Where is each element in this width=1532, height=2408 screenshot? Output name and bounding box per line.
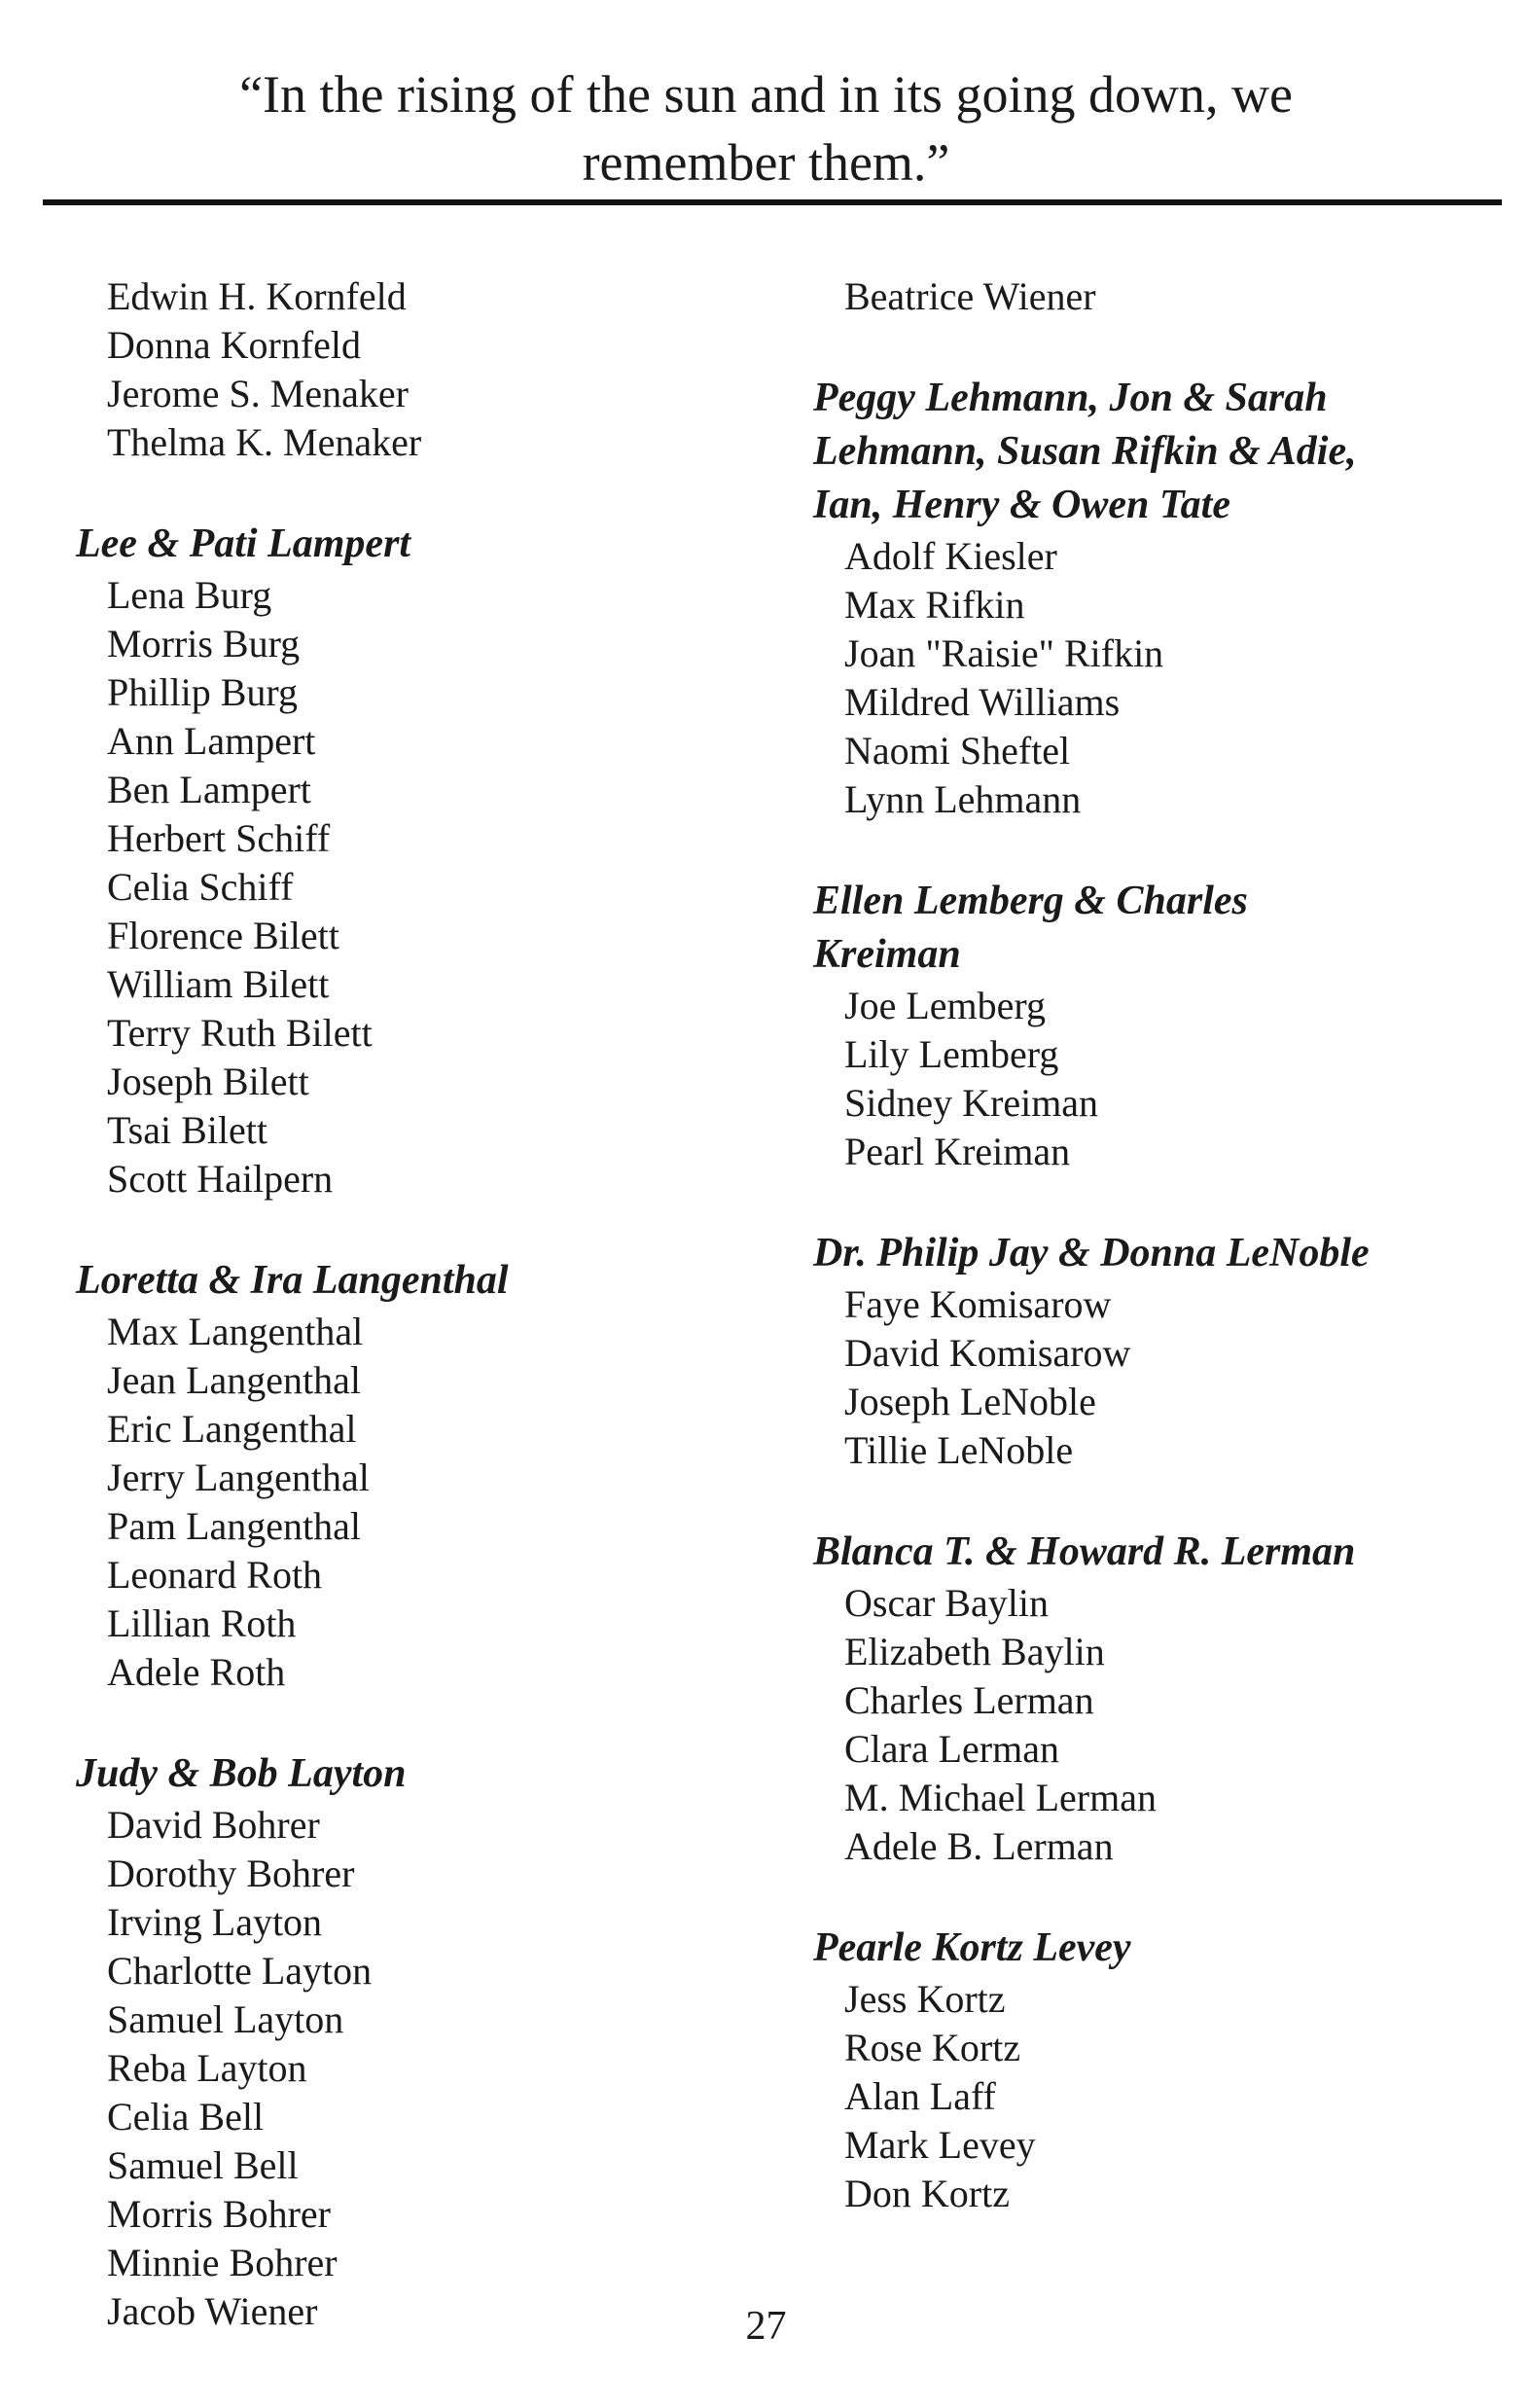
page-header-quote <box>0 60 1532 197</box>
honoree-group <box>813 1922 1514 2218</box>
memorial-name: Florence Bilett <box>107 914 339 957</box>
memorial-name: Jerome S. Menaker <box>107 372 409 415</box>
honoree-heading: Kreiman <box>813 932 961 977</box>
memorial-name: Minnie Bohrer <box>107 2241 338 2284</box>
honoree-heading: Lee & Pati Lampert <box>76 521 411 566</box>
memorial-name: Ben Lampert <box>107 768 311 811</box>
memorial-name: Ann Lampert <box>107 719 316 763</box>
memorial-name: Faye Komisarow <box>844 1282 1112 1326</box>
memorial-name: Herbert Schiff <box>107 816 331 860</box>
memorial-name: Joe Lemberg <box>844 984 1046 1027</box>
honoree-heading: Lehmann, Susan Rifkin & Adie, <box>813 429 1357 474</box>
memorial-name: Joseph LeNoble <box>844 1380 1096 1423</box>
memorial-name: Adele Roth <box>107 1650 286 1694</box>
memorial-name: Dorothy Bohrer <box>107 1851 355 1895</box>
memorial-name: Charlotte Layton <box>107 1949 373 1993</box>
memorial-name: David Komisarow <box>844 1331 1131 1375</box>
memorial-name: Adolf Kiesler <box>844 534 1057 578</box>
memorial-name: Mildred Williams <box>844 680 1121 724</box>
memorial-name: Phillip Burg <box>107 670 298 714</box>
honoree-group <box>813 875 1514 1176</box>
honoree-heading: Judy & Bob Layton <box>76 1751 407 1796</box>
page-number: 27 <box>745 2304 787 2349</box>
honoree-heading: Ian, Henry & Owen Tate <box>813 483 1230 527</box>
memorial-name: William Bilett <box>107 962 330 1006</box>
memorial-name: Pearl Kreiman <box>844 1130 1071 1173</box>
memorial-name: Leonard Roth <box>107 1553 323 1597</box>
memorial-name: Don Kortz <box>844 2172 1010 2215</box>
memorial-name: Jean Langenthal <box>107 1358 361 1402</box>
honoree-heading: Loretta & Ira Langenthal <box>76 1258 509 1303</box>
memorial-name: Celia Bell <box>107 2095 265 2138</box>
memorial-name: Elizabeth Baylin <box>844 1630 1105 1673</box>
memorial-name: Mark Levey <box>844 2123 1036 2167</box>
memorial-name: Max Langenthal <box>107 1310 364 1353</box>
memorial-name: Thelma K. Menaker <box>107 420 422 464</box>
continued-name-list <box>813 272 1514 321</box>
memorial-name: Morris Burg <box>107 622 301 665</box>
memorial-name: Charles Lerman <box>844 1678 1094 1722</box>
memorial-name: Sidney Kreiman <box>844 1081 1099 1125</box>
honoree-group <box>813 1227 1514 1475</box>
memorial-name: Joan "Raisie" Rifkin <box>844 631 1164 675</box>
honoree-group <box>813 1526 1514 1871</box>
honoree-heading: Blanca T. & Howard R. Lerman <box>813 1529 1356 1574</box>
header-quote-line-2: remember them.” <box>582 133 950 192</box>
memorial-name: Eric Langenthal <box>107 1407 357 1451</box>
right-column <box>813 272 1514 2269</box>
memorial-name: Adele B. Lerman <box>844 1824 1114 1868</box>
memorial-name: Rose Kortz <box>844 2026 1021 2069</box>
memorial-name: David Bohrer <box>107 1803 320 1847</box>
memorial-name: Oscar Baylin <box>844 1581 1049 1625</box>
honoree-group <box>76 518 757 1204</box>
memorial-name: Max Rifkin <box>844 583 1025 627</box>
memorial-name: Irving Layton <box>107 1900 323 1944</box>
continued-name-list <box>76 272 757 467</box>
memorial-name: Celia Schiff <box>107 865 294 909</box>
honoree-group <box>76 1747 757 2336</box>
honoree-heading: Ellen Lemberg & Charles <box>813 879 1248 923</box>
memorial-name: Jess Kortz <box>844 1977 1006 2021</box>
memorial-name: Lily Lemberg <box>844 1032 1059 1076</box>
memorial-name: Beatrice Wiener <box>844 274 1096 318</box>
header-quote-line-1: “In the rising of the sun and in its going down, we <box>239 65 1293 124</box>
memorial-name: Tsai Bilett <box>107 1108 267 1152</box>
memorial-name: Samuel Layton <box>107 1997 344 2041</box>
honoree-group <box>76 1254 757 1697</box>
memorial-name: Lillian Roth <box>107 1601 297 1645</box>
memorial-name: Pam Langenthal <box>107 1504 362 1548</box>
honoree-heading: Pearle Kortz Levey <box>813 1925 1131 1970</box>
memorial-name: Donna Kornfeld <box>107 323 362 367</box>
memorial-name: Clara Lerman <box>844 1727 1059 1771</box>
honoree-heading: Peggy Lehmann, Jon & Sarah <box>813 376 1328 420</box>
memorial-name: Reba Layton <box>107 2046 307 2090</box>
memorial-name: Samuel Bell <box>107 2143 299 2187</box>
memorial-name: Edwin H. Kornfeld <box>107 274 407 318</box>
header-divider <box>43 199 1502 205</box>
memorial-name: Jacob Wiener <box>107 2289 318 2333</box>
memorial-name: Lena Burg <box>107 573 272 617</box>
memorial-name: Naomi Sheftel <box>844 729 1071 773</box>
memorial-name: M. Michael Lerman <box>844 1776 1157 1819</box>
memorial-name: Alan Laff <box>844 2074 996 2118</box>
memorial-name: Scott Hailpern <box>107 1157 334 1201</box>
honoree-heading: Dr. Philip Jay & Donna LeNoble <box>813 1231 1370 1276</box>
honoree-group <box>813 372 1514 824</box>
memorial-name: Morris Bohrer <box>107 2192 331 2236</box>
memorial-name: Jerry Langenthal <box>107 1456 370 1499</box>
left-column <box>76 272 757 2387</box>
memorial-name: Lynn Lehmann <box>844 777 1082 821</box>
memorial-name: Terry Ruth Bilett <box>107 1011 373 1055</box>
memorial-name: Joseph Bilett <box>107 1060 309 1103</box>
memorial-name: Tillie LeNoble <box>844 1428 1074 1472</box>
